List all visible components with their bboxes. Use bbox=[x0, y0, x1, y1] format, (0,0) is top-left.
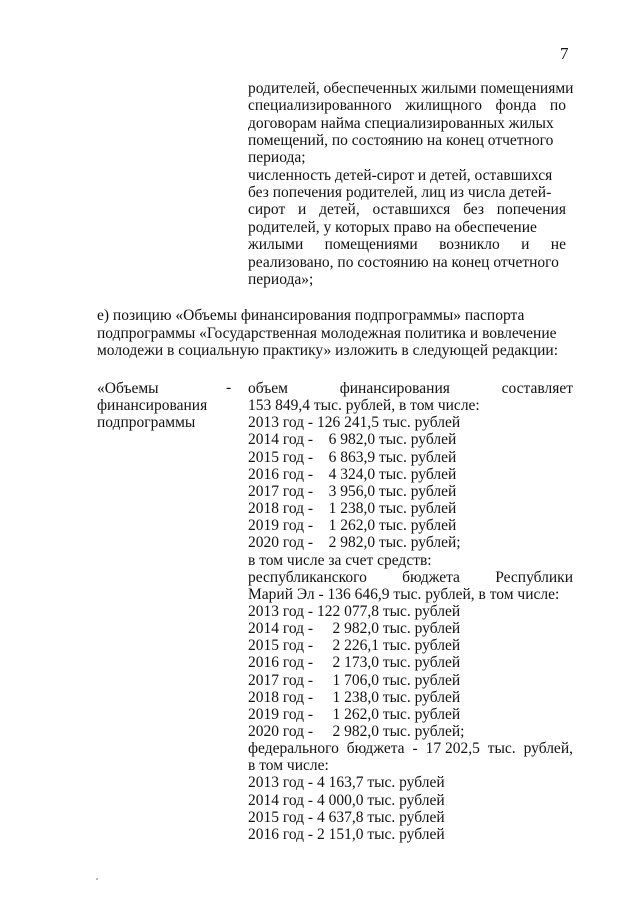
word: помещениями bbox=[324, 236, 418, 254]
table-value-line: в том числе: bbox=[248, 757, 329, 775]
paragraph-line: подпрограммы «Государственная молодежная политика и вовлечение bbox=[97, 324, 557, 342]
text-line bbox=[248, 97, 566, 114]
paragraph-line: молодежи в социальную практику» изложить в следующей редакции: bbox=[97, 342, 558, 359]
table-value-line: 2015 год - 6 863,9 тыс. рублей bbox=[248, 448, 457, 466]
table-dash: - bbox=[226, 379, 232, 396]
text-line bbox=[248, 201, 566, 218]
word: не bbox=[550, 236, 566, 254]
table-value-line bbox=[248, 569, 573, 586]
table-value-line: 2020 год - 2 982,0 тыс. рублей; bbox=[248, 534, 461, 552]
table-label-line: «Объемы bbox=[97, 380, 159, 397]
table-value-line: 2014 год - 4 000,0 тыс. рублей bbox=[248, 791, 445, 809]
word: детей, bbox=[319, 201, 360, 219]
word: финансирования bbox=[339, 380, 450, 397]
scan-artifact bbox=[96, 878, 98, 880]
table-value-line bbox=[248, 740, 573, 757]
word: возникло bbox=[439, 236, 500, 254]
page-number: 7 bbox=[560, 44, 569, 63]
word: и bbox=[521, 236, 530, 254]
text-line: договорам найма специализированных жилых bbox=[248, 114, 554, 132]
table-value-line: 2016 год - 2 173,0 тыс. рублей bbox=[248, 654, 461, 672]
table-value-line: 2013 год - 126 241,5 тыс. рублей bbox=[248, 414, 461, 432]
text-line: реализовано, по состоянию на конец отчетного bbox=[248, 253, 559, 271]
text-line bbox=[248, 236, 566, 253]
word: бюджета bbox=[346, 740, 405, 758]
table-value-line: 2017 год - 3 956,0 тыс. рублей bbox=[248, 482, 457, 500]
word: - bbox=[412, 740, 418, 758]
word: фонда bbox=[495, 97, 537, 115]
table-value-line: 2014 год - 6 982,0 тыс. рублей bbox=[248, 431, 457, 449]
word: жилыми bbox=[248, 236, 304, 254]
table-value-line: Марий Эл - 136 646,9 тыс. рублей, в том числе: bbox=[248, 585, 560, 603]
text-line: без попечения родителей, лиц из числа детей- bbox=[248, 184, 552, 202]
table-value-line: 2013 год - 4 163,7 тыс. рублей bbox=[248, 774, 445, 792]
table-value-line: в том числе за счет средств: bbox=[248, 551, 432, 569]
text-line: родителей, у которых право на обеспечение bbox=[248, 218, 537, 236]
table-value-line: 2014 год - 2 982,0 тыс. рублей bbox=[248, 620, 461, 638]
table-label-line: финансирования bbox=[97, 397, 208, 415]
text-line: помещений, по состоянию на конец отчетного bbox=[248, 132, 554, 150]
word: 17 202,5 bbox=[425, 740, 480, 758]
word: составляет bbox=[501, 380, 573, 397]
text-line: периода; bbox=[248, 149, 306, 167]
word: Республики bbox=[495, 568, 573, 586]
table-value-line: 2018 год - 1 238,0 тыс. рублей bbox=[248, 500, 457, 518]
table-value-line: 2016 год - 4 324,0 тыс. рублей bbox=[248, 465, 457, 483]
table-value-line: 2020 год - 2 982,0 тыс. рублей; bbox=[248, 723, 465, 740]
table-value-line: 2019 год - 1 262,0 тыс. рублей bbox=[248, 705, 461, 723]
word: объем bbox=[248, 380, 288, 397]
text-line: периода»; bbox=[248, 270, 314, 288]
word: специализированного bbox=[248, 97, 392, 115]
table-value-line: 2016 год - 2 151,0 тыс. рублей bbox=[248, 825, 445, 843]
text-line: родителей, обеспеченных жилыми помещениями bbox=[248, 80, 574, 97]
table-label-line: подпрограммы bbox=[97, 414, 196, 432]
word: рублей, bbox=[523, 740, 573, 758]
word: республиканского bbox=[248, 568, 367, 586]
word: федерального bbox=[248, 740, 339, 758]
table-value-line: 2018 год - 1 238,0 тыс. рублей bbox=[248, 688, 461, 706]
text-line: численность детей-сирот и детей, оставшихся bbox=[248, 166, 553, 184]
word: тыс. bbox=[487, 740, 516, 758]
table-value-line bbox=[248, 380, 573, 397]
word: и bbox=[298, 201, 307, 219]
table-value-line: 2015 год - 2 226,1 тыс. рублей bbox=[248, 637, 461, 655]
table-value-line: 2017 год - 1 706,0 тыс. рублей bbox=[248, 671, 461, 689]
table-value-line: 153 849,4 тыс. рублей, в том числе: bbox=[248, 397, 480, 415]
word: попечения bbox=[496, 201, 566, 219]
word: сирот bbox=[248, 201, 286, 219]
word: оставшихся bbox=[372, 201, 451, 219]
paragraph-line: е) позицию «Объемы финансирования подпрограммы» паспорта bbox=[97, 307, 525, 324]
table-value-line: 2019 год - 1 262,0 тыс. рублей bbox=[248, 517, 457, 535]
table-value-line: 2013 год - 122 077,8 тыс. рублей bbox=[248, 602, 461, 620]
word: без bbox=[463, 201, 484, 219]
word: бюджета bbox=[402, 568, 460, 586]
word: жилищного bbox=[405, 97, 482, 115]
word: по bbox=[549, 97, 566, 115]
table-value-line: 2015 год - 4 637,8 тыс. рублей bbox=[248, 808, 445, 826]
